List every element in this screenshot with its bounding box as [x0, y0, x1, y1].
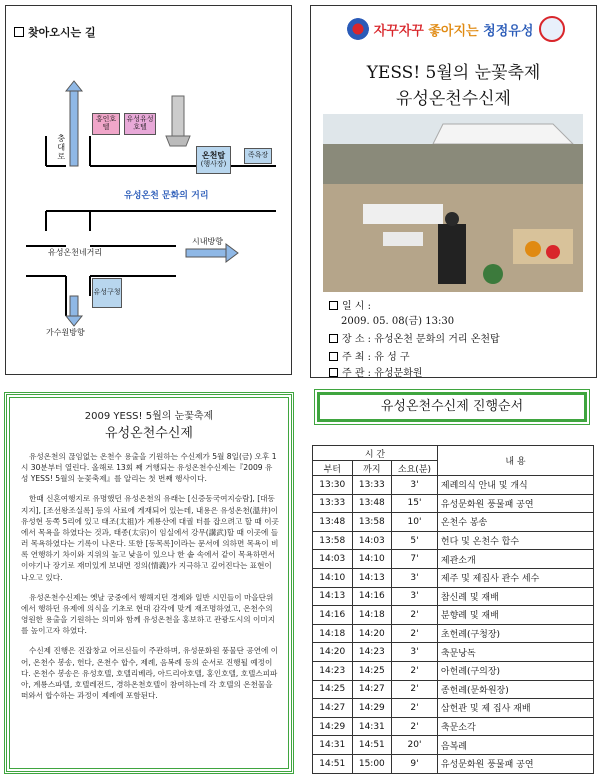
to-gasuwon-label: 가수원방향: [46, 328, 85, 337]
info-organizer-label: 주 관 :: [342, 368, 372, 379]
row-to: 14:25: [352, 661, 392, 680]
row-duration: 5': [392, 531, 438, 550]
yuseong-gu-building: [92, 278, 122, 308]
ceremony-photo: [323, 114, 583, 292]
row-to: 13:48: [352, 494, 392, 513]
table-row: [313, 568, 594, 587]
header-from: 부터: [313, 461, 353, 476]
checkbox-square-icon: [329, 368, 338, 377]
arrow-up-icon: [66, 81, 82, 91]
arrow-up-shaft: [70, 91, 78, 166]
row-duration: 20': [392, 736, 438, 755]
row-to: 14:13: [352, 568, 392, 587]
slogan-word-2: 좋아지는: [428, 24, 479, 39]
row-to: 14:03: [352, 531, 392, 550]
info-host-value: 유 성 구: [374, 352, 410, 363]
hot-spring-street-label: 유성온천네거리: [48, 248, 103, 257]
row-item: 헌다 및 온천수 합수: [437, 531, 593, 550]
row-item: 제주 및 제집사 관수 세수: [437, 568, 593, 587]
table-row: [313, 643, 594, 662]
intro-paragraph: 유성온천수신제는 옛날 궁중에서 행해지던 경제와 일반 시민들이 마을단위에서 행하던 유제에 의식을 기초로 현대 감각에 맞게 재조명하였고, 온천수의 영원한 용출을 기원하는 의미와 함께 유성온천을 홍보하고 관광도시의 이미지를 높이고자 하였다.: [21, 592, 276, 636]
header-content: 내 용: [437, 446, 593, 476]
row-duration: 2': [392, 624, 438, 643]
row-duration: 2': [392, 606, 438, 625]
row-item: 아헌례(구의장): [437, 661, 593, 680]
header-duration: 소요(분): [392, 461, 438, 476]
arrow-right-shaft: [186, 249, 226, 257]
row-to: 14:31: [352, 717, 392, 736]
row-from: 14:27: [313, 699, 353, 718]
row-duration: 7': [392, 550, 438, 569]
row-from: 14:20: [313, 643, 353, 662]
row-item: 온천수 봉송: [437, 513, 593, 532]
hongin-hotel-building: [92, 113, 120, 135]
row-item: 초헌례(구청장): [437, 624, 593, 643]
info-date-label: 일 시 :: [342, 301, 372, 312]
row-from: 13:33: [313, 494, 353, 513]
row-from: 13:48: [313, 513, 353, 532]
row-to: 14:23: [352, 643, 392, 662]
row-to: 14:18: [352, 606, 392, 625]
row-duration: 9': [392, 754, 438, 773]
table-row: [313, 476, 594, 495]
jjokbal-label: 족욕장: [247, 151, 269, 160]
header-time: 시 간: [313, 446, 438, 461]
row-from: 14:18: [313, 624, 353, 643]
poster-panel: [310, 5, 597, 378]
row-item: 분향례 및 재배: [437, 606, 593, 625]
row-from: 14:10: [313, 568, 353, 587]
row-duration: 3': [392, 643, 438, 662]
row-from: 14:31: [313, 736, 353, 755]
schedule-title: 유성온천수신제 진행순서: [317, 392, 587, 422]
row-duration: 15': [392, 494, 438, 513]
row-from: 13:58: [313, 531, 353, 550]
poster-title-line1: YESS! 5월의 눈꽃축제: [366, 63, 541, 83]
table-row: [313, 587, 594, 606]
map-title-text: 찾아오시는 길: [28, 26, 96, 39]
info-date-label-row: [329, 297, 371, 312]
arrow-down-icon: [66, 316, 82, 326]
table-row: [313, 606, 594, 625]
row-from: 14:25: [313, 680, 353, 699]
row-duration: 3': [392, 587, 438, 606]
row-from: 14:29: [313, 717, 353, 736]
info-place-row: [329, 330, 500, 345]
oncheontap-tower: [172, 96, 184, 136]
intro-subtitle: 2009 YESS! 5월의 눈꽃축제: [84, 411, 214, 422]
oncheontap-building: [196, 146, 231, 174]
row-to: 14:51: [352, 736, 392, 755]
table-row: [313, 513, 594, 532]
row-duration: 3': [392, 568, 438, 587]
table-row: [313, 680, 594, 699]
row-item: 유성문화원 풍물패 공연: [437, 494, 593, 513]
row-from: 14:16: [313, 606, 353, 625]
checkbox-square-icon: [329, 301, 338, 310]
row-item: 축문낭독: [437, 643, 593, 662]
slogan-word-1: 자꾸자꾸: [373, 24, 424, 39]
row-from: 14:23: [313, 661, 353, 680]
schedule-table: [312, 445, 594, 774]
row-item: 제관소개: [437, 550, 593, 569]
table-row: [313, 531, 594, 550]
yuseong-gu-label: 유성구청: [93, 288, 121, 297]
row-item: 제례의식 안내 및 개식: [437, 476, 593, 495]
table-row: [313, 736, 594, 755]
intro-paragraph: 수신제 진행은 진잡창교 어르신들이 주관하며, 유성문화원 풍물단 공연에 이어, 온천수 봉송, 헌다, 온천수 합수, 제례, 음복례 등의 순서로 진행될 예정이다. 온천수 봉송은 유성호텔, 호텔리베라, 아드리아호텔, 홍인호텔, 호텔스피파아, 계룡스파텔, 호텔레전드, 경하온천호텔이 참여하는데 각 호텔의 온천물을 떠와서 합수하는 과정이 제례에 포함된다.: [21, 646, 279, 700]
row-from: 14:51: [313, 754, 353, 773]
row-item: 종헌례(문화원장): [437, 680, 593, 699]
to-downtown-label: 시내방향: [192, 237, 223, 246]
row-from: 13:30: [313, 476, 353, 495]
info-place-label: 장 소 :: [342, 334, 372, 345]
hongin-hotel-label: 홍인호텔: [95, 115, 117, 131]
info-place-value: 유성온천 문화의 거리 온천탑: [374, 334, 500, 345]
row-to: 14:27: [352, 680, 392, 699]
header-to: 까지: [352, 461, 392, 476]
intro-paragraph: 한때 신혼여행지로 유명했던 유성온천의 유래는 [신증동국여지승람], [대동지지], [조선왕조실록] 등의 사료에 게재되어 있는데, 내용은 유성온천(溫井)이 유성현 동쪽 5리에 있고 태조(太祖)가 계룡산에 대궐 터를 잡으려고 할 때 이곳에서 목욕을 하였다는 것과, 태종(太宗)이 임실에서 강무(講武)할 때 이곳에 들러 목욕하였다는 기록이 나온다. 또한 [동목록]이라는 문서에 의하면 목욕이 비록 연행하기 차이와 지위의 높고 낮음이 있으나 한 솥 속에서 같이 목욕하면서 이야기나 장기로 재미있게 보내면 정의(情義)가 지극하고 깊어진다는 표현이 나오고 있다.: [21, 494, 279, 582]
arrow-down-shaft: [70, 296, 78, 316]
row-duration: 2': [392, 699, 438, 718]
table-row: [313, 699, 594, 718]
table-row: [313, 624, 594, 643]
oncheontap-label: 온천탑: [201, 150, 226, 160]
info-host-row: [329, 348, 410, 363]
info-organizer-row: [329, 364, 423, 379]
row-item: 축문소각: [437, 717, 593, 736]
row-to: 15:00: [352, 754, 392, 773]
culture-street-label: 유성온천 문화의 거리: [124, 191, 209, 201]
ceremony-photo-illustration: [323, 114, 583, 292]
yuseong-hotel-label: 유성유성호텔: [126, 115, 154, 131]
row-to: 13:33: [352, 476, 392, 495]
row-to: 14:10: [352, 550, 392, 569]
road-vertical-label: 충대로: [56, 134, 66, 161]
row-duration: 2': [392, 661, 438, 680]
row-to: 14:29: [352, 699, 392, 718]
table-row: [313, 661, 594, 680]
row-to: 14:16: [352, 587, 392, 606]
row-to: 14:20: [352, 624, 392, 643]
info-organizer-value: 유성문화원: [374, 368, 423, 379]
poster-title-line2: 유성온천수신제: [396, 89, 511, 109]
row-item: 유성문화원 풍물패 공연: [437, 754, 593, 773]
info-date-value: 2009. 05. 08(금) 13:30: [341, 316, 455, 327]
table-row: [313, 754, 594, 773]
checkbox-square-icon: [329, 352, 338, 361]
row-item: 삼헌관 및 제 집사 재배: [437, 699, 593, 718]
table-row: [313, 494, 594, 513]
intro-paragraph: 유성온천의 끊임없는 온천수 용출을 기원하는 수신제가 5월 8일(금) 오후 1시 30분부터 열린다. 올해로 13회 째 거행되는 유성온천수신제는『2009 유성 YESS! 5월의 눈꽃축제』를 알리는 첫 번째 행사이다.: [21, 452, 277, 484]
yuseong-hotel-building: [124, 113, 156, 135]
schedule-body: [313, 476, 594, 774]
intro-panel: [4, 392, 294, 774]
row-duration: 3': [392, 476, 438, 495]
row-item: 참신례 및 재배: [437, 587, 593, 606]
map-panel: [5, 5, 292, 375]
arrow-right-icon: [226, 244, 238, 262]
row-duration: 2': [392, 717, 438, 736]
yuseong-badge-icon: [539, 16, 565, 42]
intro-body: [21, 451, 279, 710]
table-row: [313, 550, 594, 569]
row-duration: 10': [392, 513, 438, 532]
info-date-value-row: [341, 312, 454, 327]
intro-title: 유성온천수신제: [105, 426, 193, 441]
row-from: 14:03: [313, 550, 353, 569]
row-duration: 2': [392, 680, 438, 699]
row-item: 음복례: [437, 736, 593, 755]
jjokbal-building: [244, 148, 272, 164]
table-row: [313, 717, 594, 736]
checkbox-square-icon: [329, 334, 338, 343]
row-to: 13:58: [352, 513, 392, 532]
row-from: 14:13: [313, 587, 353, 606]
slogan-word-3: 청정유성: [483, 24, 534, 39]
info-host-label: 주 최 :: [342, 352, 372, 363]
schedule-header-row: [313, 446, 594, 461]
oncheontap-sub-label: (행사장): [200, 159, 227, 168]
